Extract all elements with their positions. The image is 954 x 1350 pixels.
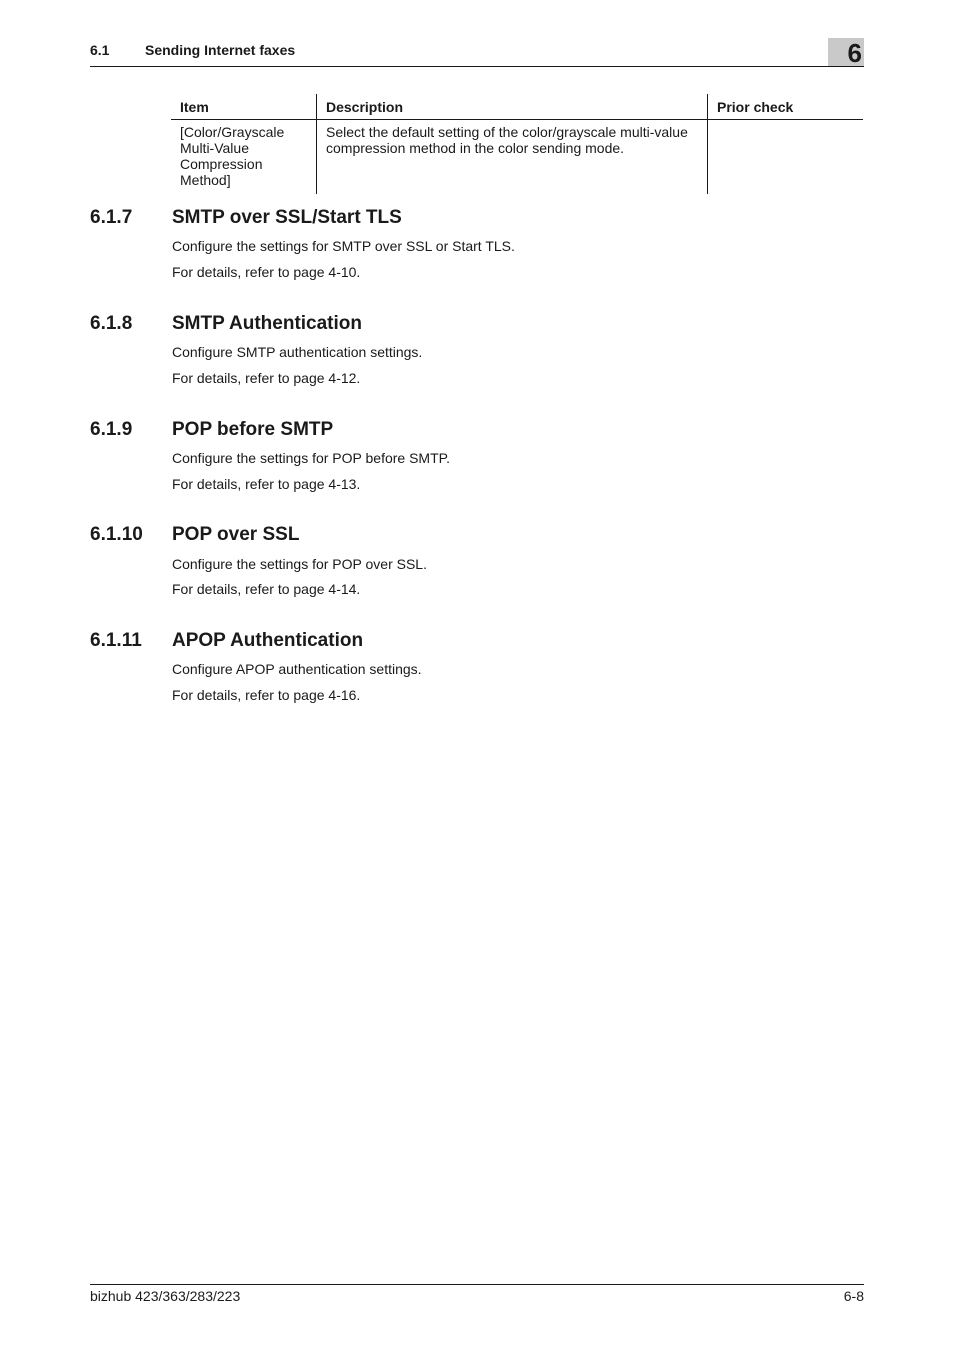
section-paragraph: Configure SMTP authentication settings.	[172, 344, 423, 360]
section-number: 6.1.9	[90, 419, 133, 440]
section-title: SMTP over SSL/Start TLS	[172, 207, 402, 228]
table-row	[171, 120, 863, 195]
section-title: POP over SSL	[172, 524, 300, 545]
section-title: SMTP Authentication	[172, 313, 362, 334]
cell-prior-check	[708, 120, 864, 195]
header-section-title: Sending Internet faxes	[145, 42, 296, 58]
section-title: APOP Authentication	[172, 630, 364, 651]
section-paragraph: Configure APOP authentication settings.	[172, 661, 422, 677]
section-paragraph: Configure the settings for SMTP over SSL or Start TLS.	[172, 238, 515, 254]
section-reference: For details, refer to page 4-13.	[172, 476, 361, 492]
cell-item: [Color/Grayscale Multi-Value Compression Method]	[180, 124, 285, 188]
column-header-description: Description	[317, 94, 708, 120]
section-reference: For details, refer to page 4-14.	[172, 581, 361, 597]
footer-page-number: 6-8	[843, 1288, 864, 1304]
column-header-item: Item	[171, 94, 317, 120]
section-paragraph: Configure the settings for POP over SSL.	[172, 556, 427, 572]
section-number: 6.1.10	[90, 524, 143, 545]
section-reference: For details, refer to page 4-10.	[172, 264, 361, 280]
section-number: 6.1.8	[90, 313, 133, 334]
section-title: POP before SMTP	[172, 419, 334, 440]
chapter-number-badge: 6	[828, 38, 864, 66]
column-header-prior-check: Prior check	[708, 94, 864, 120]
section-number: 6.1.7	[90, 207, 133, 228]
footer-product-name: bizhub 423/363/283/223	[90, 1288, 241, 1304]
page-footer	[90, 1284, 864, 1304]
table-header-row	[171, 94, 863, 120]
header-section-number: 6.1	[90, 42, 110, 58]
section-reference: For details, refer to page 4-12.	[172, 370, 361, 386]
section-paragraph: Configure the settings for POP before SMTP.	[172, 450, 451, 466]
cell-description: Select the default setting of the color/grayscale multi-value compression method in the color sending mode.	[317, 120, 708, 195]
settings-table	[171, 94, 863, 194]
page-header	[90, 38, 864, 67]
section-reference: For details, refer to page 4-16.	[172, 687, 361, 703]
section-number: 6.1.11	[90, 630, 142, 651]
